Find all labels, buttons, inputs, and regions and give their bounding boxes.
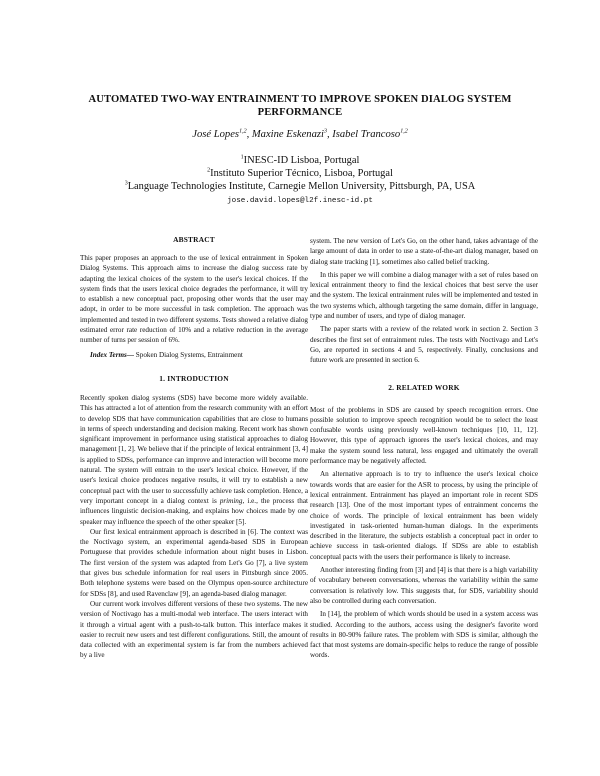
author-affiliation-mark: 1,2 xyxy=(400,128,408,135)
author-name: Maxine Eskenazi xyxy=(251,129,324,140)
title-line-2: PERFORMANCE xyxy=(257,107,343,118)
intro-paragraph-6: The paper starts with a review of the related work in section 2. Section 3 describes the first set of entrainment rules. The tests with Noctivago and Let's Go, are reported in sections 4 and 5, respectively. Finally, conclusions and future work are presented in section 6. xyxy=(310,325,538,365)
affiliation-text: Instituto Superior Técnico, Lisboa, Portugal xyxy=(210,168,393,179)
abstract-heading: ABSTRACT xyxy=(173,235,215,244)
intro-p1-end: , i.e., the process that influences linguistic decision-making, and explains how choices made by one speaker may influence the speech of the other speaker [5]. xyxy=(80,496,308,526)
affiliation-text: Language Technologies Institute, Carnegie Mellon University, Pittsburgh, PA, USA xyxy=(127,181,476,192)
intro-p1-emphasis: priming xyxy=(219,496,243,505)
index-terms-label: Index Terms— xyxy=(90,350,134,359)
intro-paragraph-2: Our first lexical entrainment approach is described in [6]. The context was the Noctívago system, an experimental agenda-based SDS in European Portuguese that provides schedule information about night buses in Lisbon. The first version of the system was adapted from Let's Go [7], a live system that gives bus schedule information for real users in Pittsburgh since 2005. Both telephone systems were based on the Olympus open-source architecture for SDSs [8], and used Ravenclaw [9], an agenda-based dialog manager. xyxy=(80,527,308,598)
related-paragraph-3: Another interesting finding from [3] and [4] is that there is a high variability of vocabulary between conversations, whereas the variability within the same conversation is relatively low. This suggests that, for SDS, variability should also be controlled during each conversation. xyxy=(310,566,538,605)
related-paragraph-4: In [14], the problem of which words should be used in a system access was studied. According to the authors, access using the designer's favorite word results in 80-90% failure rates. The problem with SDS is similar, although the fact that most systems are domain-specific helps to reduce the range of possible words. xyxy=(310,610,538,660)
author-affiliation-mark: 3 xyxy=(323,128,327,135)
author-email: jose.david.lopes@l2f.inesc-id.pt xyxy=(227,197,373,205)
index-terms-text: Spoken Dialog Systems, Entrainment xyxy=(135,350,243,359)
intro-paragraph-1 xyxy=(80,393,308,527)
related-paragraph-1: Most of the problems in SDS are caused by speech recognition errors. One possible solution to improve speech recognition would be to select the least confusable words using previously well-known techniques [10, 11, 12]. However, this type of approach ignores the user's lexical choices, and may make the system sound less natural, less engaged and ultimately the overall performance may be negatively affected. xyxy=(310,405,538,466)
title-line-1: AUTOMATED TWO-WAY ENTRAINMENT TO IMPROVE SPOKEN DIALOG SYSTEM xyxy=(88,94,512,105)
author-affiliation-mark: 1,2 xyxy=(239,128,247,135)
affiliation-line xyxy=(40,167,560,180)
author-list: José Lopes$^{1,2}$, Maxine Eskenazi$^3$, Isabel Trancoso$^{1,2}$ xyxy=(192,128,408,140)
intro-paragraph-3: Our current work involves different versions of these two systems. The new version of Noctivago has a multi-modal web interface. The users interact with it through a virtual agent with a push-to-talk button. This interface makes it easier to recruit new users and test different configurations. Still, the amount of data collected with an experimental system is far from the numbers achieved by a live xyxy=(80,599,308,660)
right-column xyxy=(310,236,538,661)
affiliation-mark: 2 xyxy=(207,167,211,174)
section-1-heading: 1. INTRODUCTION xyxy=(159,373,229,383)
affiliation-text: INESC-ID Lisboa, Portugal xyxy=(243,155,360,166)
left-column xyxy=(80,235,308,661)
paper-title xyxy=(60,93,540,119)
abstract-text: This paper proposes an approach to the use of lexical entrainment in Spoken Dialog Systems. This approach aims to increase the dialog success rate by adapting the lexical choices of the system to the user's lexical choices. If the system finds that the users lexical choice degrades the performance, it will try to establish a new conceptual pact, proposing other words that the user may adopt, in order to be more successful in task completion. The approach was implemented and tested in two different systems. Tests showed a relative dialog estimated error rate reduction of 10% and a relative reduction in the average number of turns per session of 6%. xyxy=(80,254,308,345)
affiliation-mark: 3 xyxy=(124,180,128,187)
intro-paragraph-4: system. The new version of Let's Go, on the other hand, takes advantage of the large amount of data in order to use a state-of-the-art dialog manager, based on dialog state tracking [1], sometimes also called belief tracking. xyxy=(310,237,538,266)
author-name: Isabel Trancoso xyxy=(332,129,401,140)
related-paragraph-2: An alternative approach is to try to influence the user's lexical choice towards words that are easier for the ASR to process, by using the principle of lexical entrainment. Entrainment has played an important role in recent SDS research [13]. One of the most important types of entrainment concerns the choice of words. The principle of lexical entrainment has been widely investigated in task-oriented human-human dialogs. In the experiments described in the literature, the subjects establish a conceptual pact in order to achieve success in task-oriented dialogs. If SDSs are able to establish conceptual pacts with the users their performance is likely to increase. xyxy=(310,470,538,561)
index-terms xyxy=(80,350,308,360)
affiliation-line xyxy=(40,154,560,167)
intro-paragraph-5: In this paper we will combine a dialog manager with a set of rules based on lexical entrainment theory to find the lexical choices that best serve the user and the system. The lexical entrainment rules will be implemented and tested in the two systems which, although targeting the same domain, differ in language, type and number of users, and type of dialog manager. xyxy=(310,270,538,321)
author-name: José Lopes xyxy=(192,129,240,140)
intro-p1-text: Recently spoken dialog systems (SDS) have become more widely available. This has attracted a lot of attention from the research community with an effort to develop SDS that have communication capabilities that are close to humans in terms of speech understanding and decision making. Recent work has shown significant improvement in performance using statistical approaches to dialog management [1, 2]. We believe that if the principle of lexical entrainment [3, 4] is applied to SDSs, performance can improve and interaction will become more natural. The system will entrain to the user's lexical choice. However, if the user's lexical choice produces negative results, it will try to establish a new conceptual pact with the user to successfully achieve task completion. Hence, a very important concept in a dialog context is xyxy=(80,393,308,505)
affiliation-mark: 1 xyxy=(240,154,244,161)
section-2-heading: 2. RELATED WORK xyxy=(388,382,460,392)
affiliation-line xyxy=(40,180,560,193)
